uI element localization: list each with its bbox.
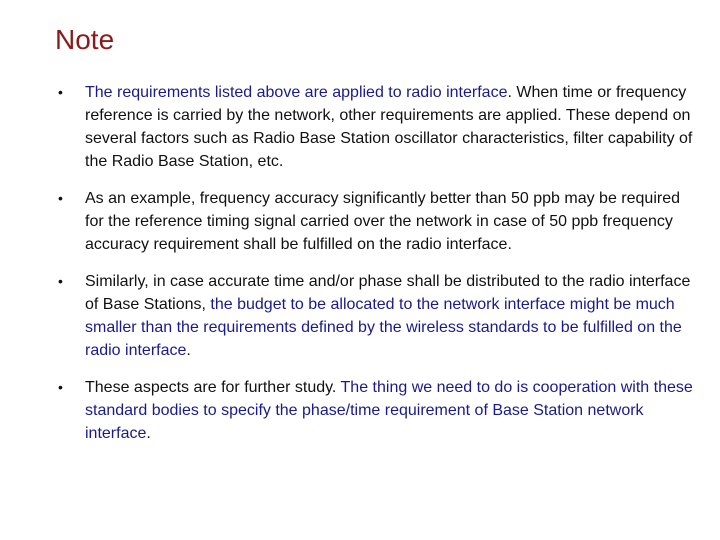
bullet-list [58, 81, 698, 459]
bullet-text-segment: As an example, frequency accuracy significantly better than 50 ppb may be required for the reference timing signal carried over the network in case of 50 ppb frequency accuracy requirement shall be fulfilled on the radio interface. [85, 190, 680, 253]
bullet-text-segment: The requirements listed above are applied to radio interface [85, 84, 508, 101]
bullet-item-4 [58, 376, 698, 445]
bullet-text-segment: The thing we need to do is cooperation with these standard bodies to specify the phase/time requirement of Base Station network interface [85, 379, 693, 442]
bullet-marker: • [58, 84, 63, 100]
slide-title: Note [55, 24, 115, 55]
bullet-item-3 [58, 270, 698, 362]
bullet-marker: • [58, 379, 63, 395]
bullet-text-segment: the budget to be allocated to the network interface might be much smaller than the requirements defined by the wireless standards to be fulfilled on the radio interface [85, 296, 682, 359]
bullet-item-1 [58, 81, 698, 173]
bullet-text-segment: . [146, 425, 151, 442]
bullet-text-segment: These aspects are for further study. [85, 379, 341, 396]
bullet-text-segment: . When time or frequency reference is carried by the network, other requirements are applied. These depend on several factors such as Radio Base Station oscillator characteristics, filter capability of the Radio Base Station, etc. [85, 84, 693, 170]
bullet-marker: • [58, 273, 63, 289]
bullet-item-2 [58, 187, 698, 256]
bullet-marker: • [58, 190, 63, 206]
bullet-text-segment: . [186, 342, 191, 359]
bullet-text-segment: Similarly, in case accurate time and/or phase shall be distributed to the radio interface of Base Stations, [85, 273, 691, 313]
